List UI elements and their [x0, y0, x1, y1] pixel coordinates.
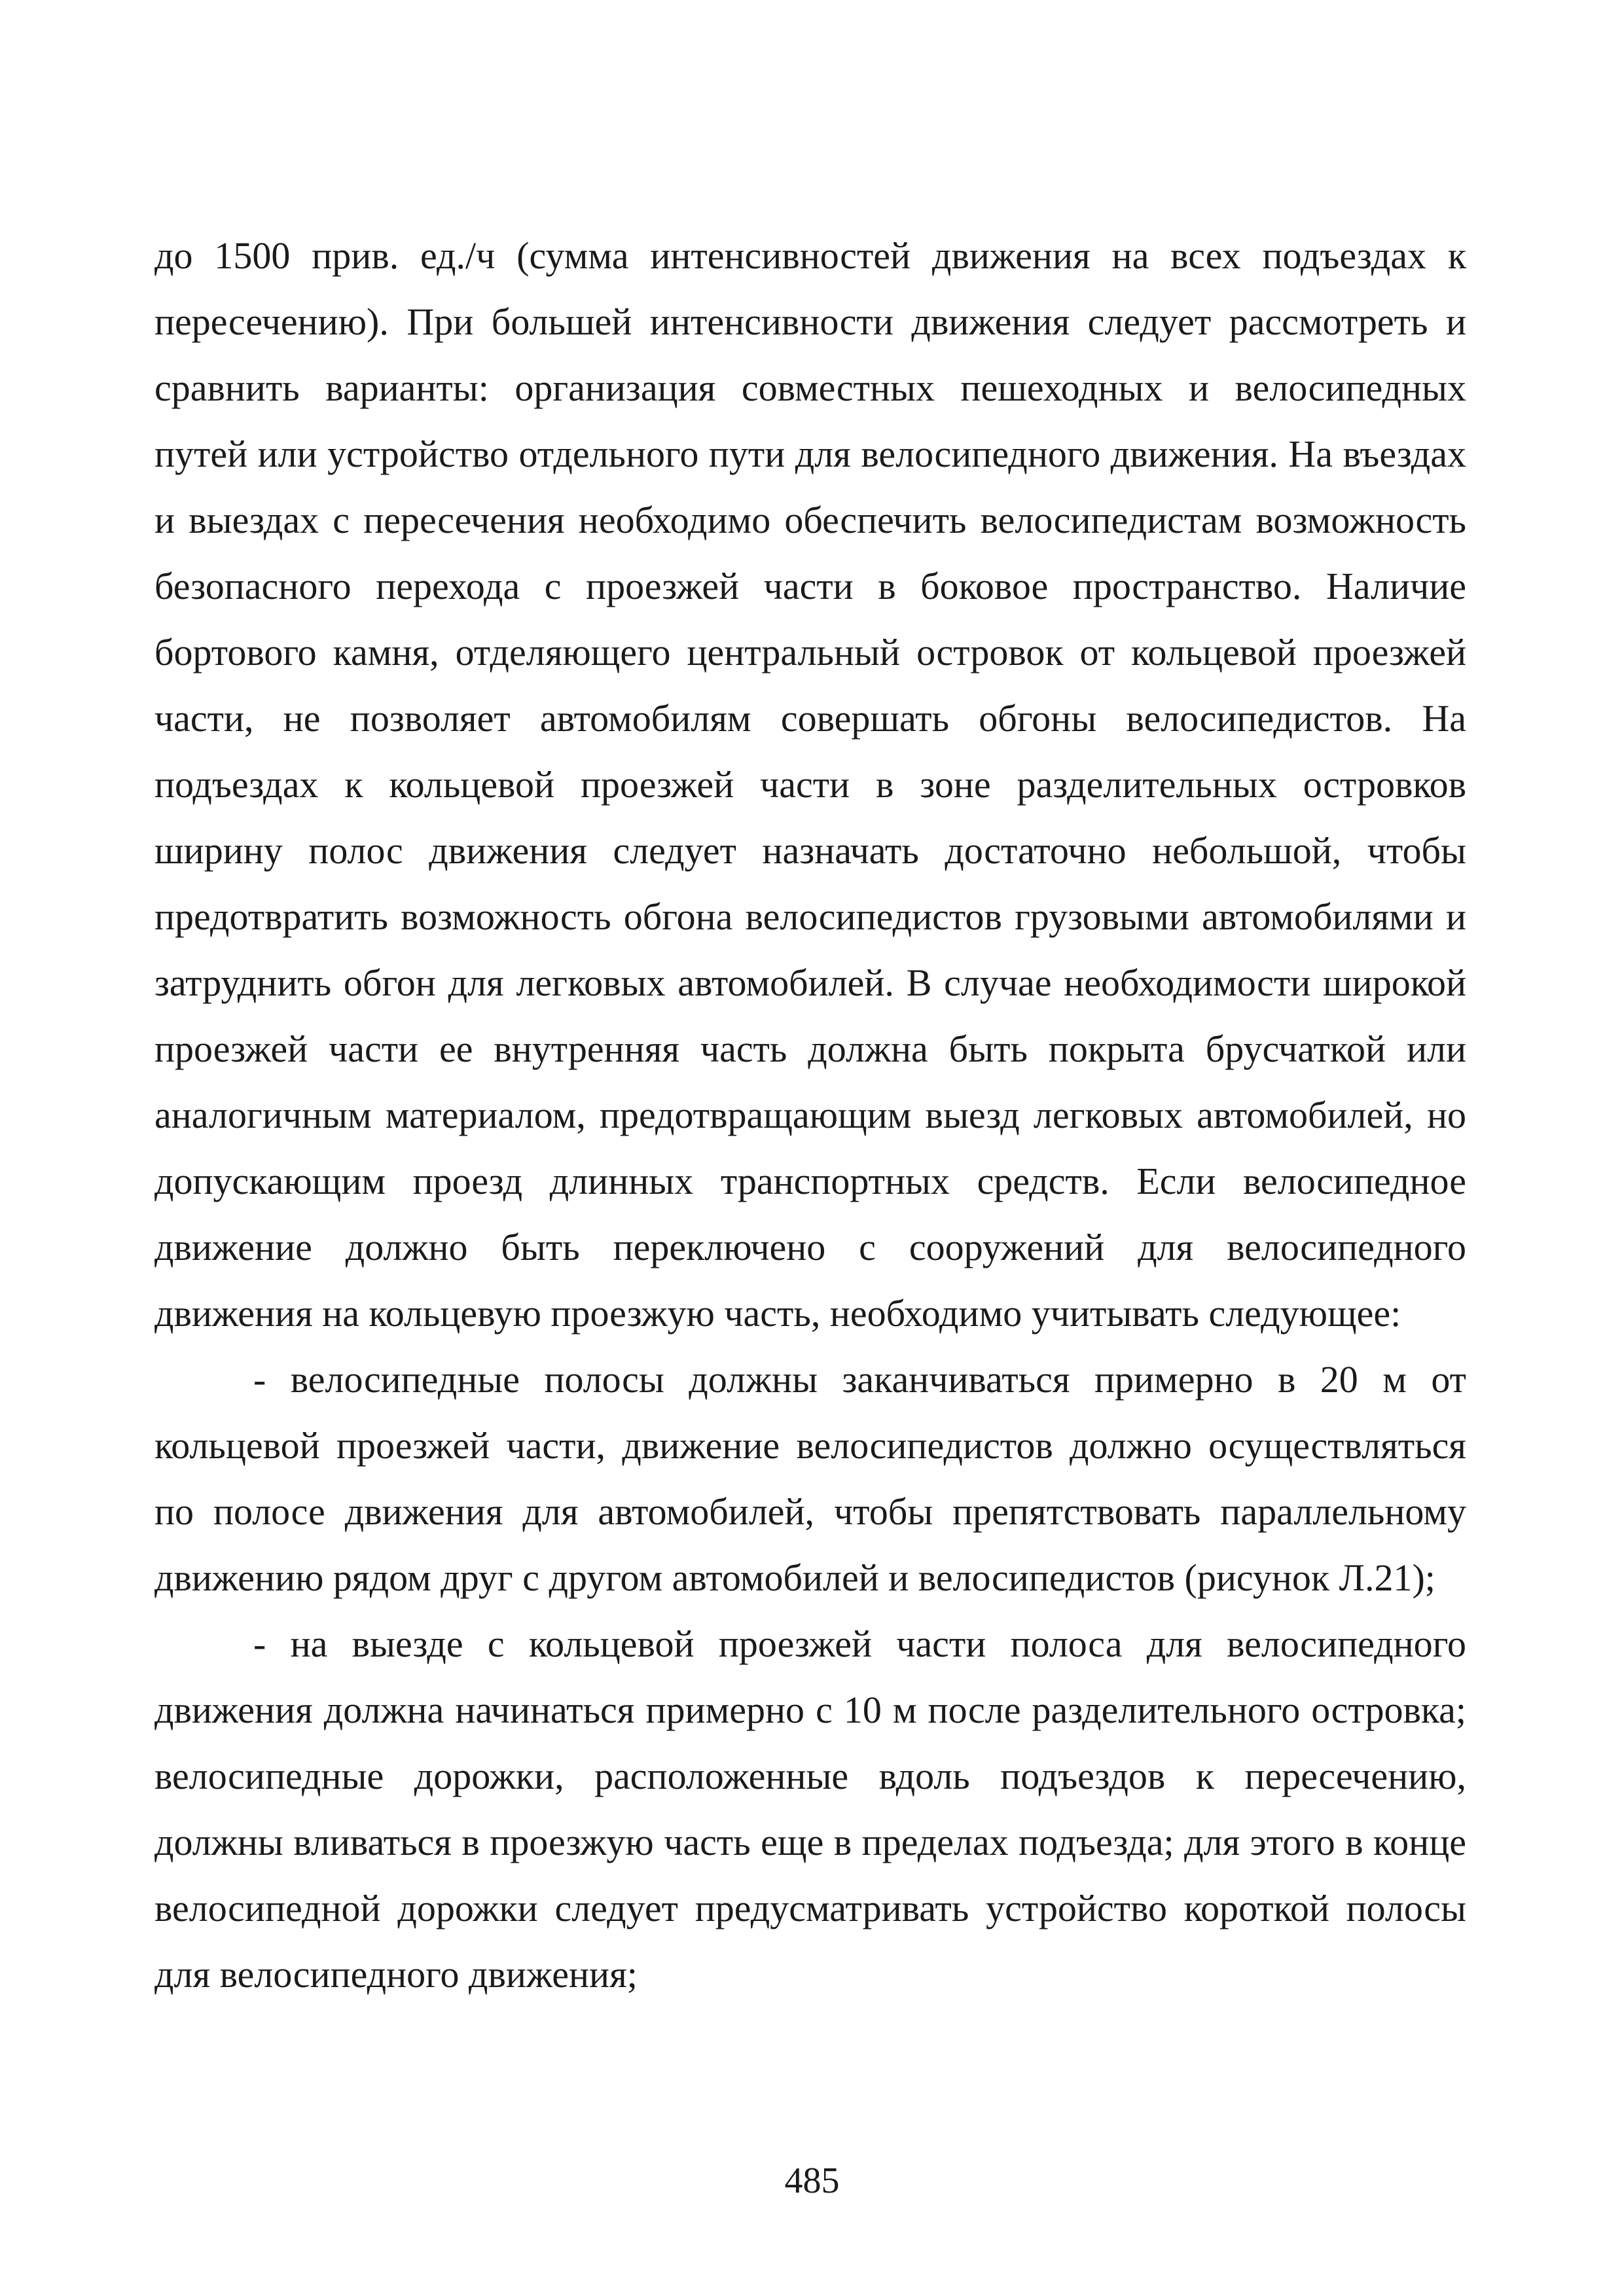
- paragraph-2-list-item: - велосипедные полосы должны заканчиваться примерно в 20 м от кольцевой проезжей части, движение велосипедистов должно осуществляться по полосе движения для автомобилей, чтобы препятствовать параллельному движению рядом друг с другом автомобилей и велосипедистов (рисунок Л.21);: [154, 1358, 1466, 1599]
- paragraph-1: до 1500 прив. ед./ч (сумма интенсивностей движения на всех подъездах к пересечению). При большей интенсивности движения следует рассмотреть и сравнить варианты: организация совместных пешеходных и велосипедных путей или устройство отдельного пути для велосипедного движения. На въездах и выездах с пересечения необходимо обеспечить велосипедистам возможность безопасного перехода с проезжей части в боковое пространство. Наличие бортового камня, отделяющего центральный островок от кольцевой проезжей части, не позволяет автомобилям совершать обгоны велосипедистов. На подъездах к кольцевой проезжей части в зоне разделительных островков ширину полос движения следует назначать достаточно небольшой, чтобы предотвратить возможность обгона велосипедистов грузовыми автомобилями и затруднить обгон для легковых автомобилей. В случае необходимости широкой проезжей части ее внутренняя часть должна быть покрыта брусчаткой или аналогичным материалом, предотвращающим выезд легковых автомобилей, но допускающим проезд длинных транспортных средств. Если велосипедное движение должно быть переключено с сооружений для велосипедного движения на кольцевую проезжую часть, необходимо учитывать следующее:: [154, 234, 1466, 1335]
- paragraph-3-list-item: - на выезде с кольцевой проезжей части полоса для велосипедного движения должна начинаться примерно с 10 м после разделительного островка; велосипедные дорожки, расположенные вдоль подъездов к пересечению, должны вливаться в проезжую часть еще в пределах подъезда; для этого в конце велосипедной дорожки следует предусматривать устройство короткой полосы для велосипедного движения;: [154, 1623, 1466, 1996]
- text-body: [154, 223, 1466, 2007]
- page-number: 485: [784, 2161, 840, 2201]
